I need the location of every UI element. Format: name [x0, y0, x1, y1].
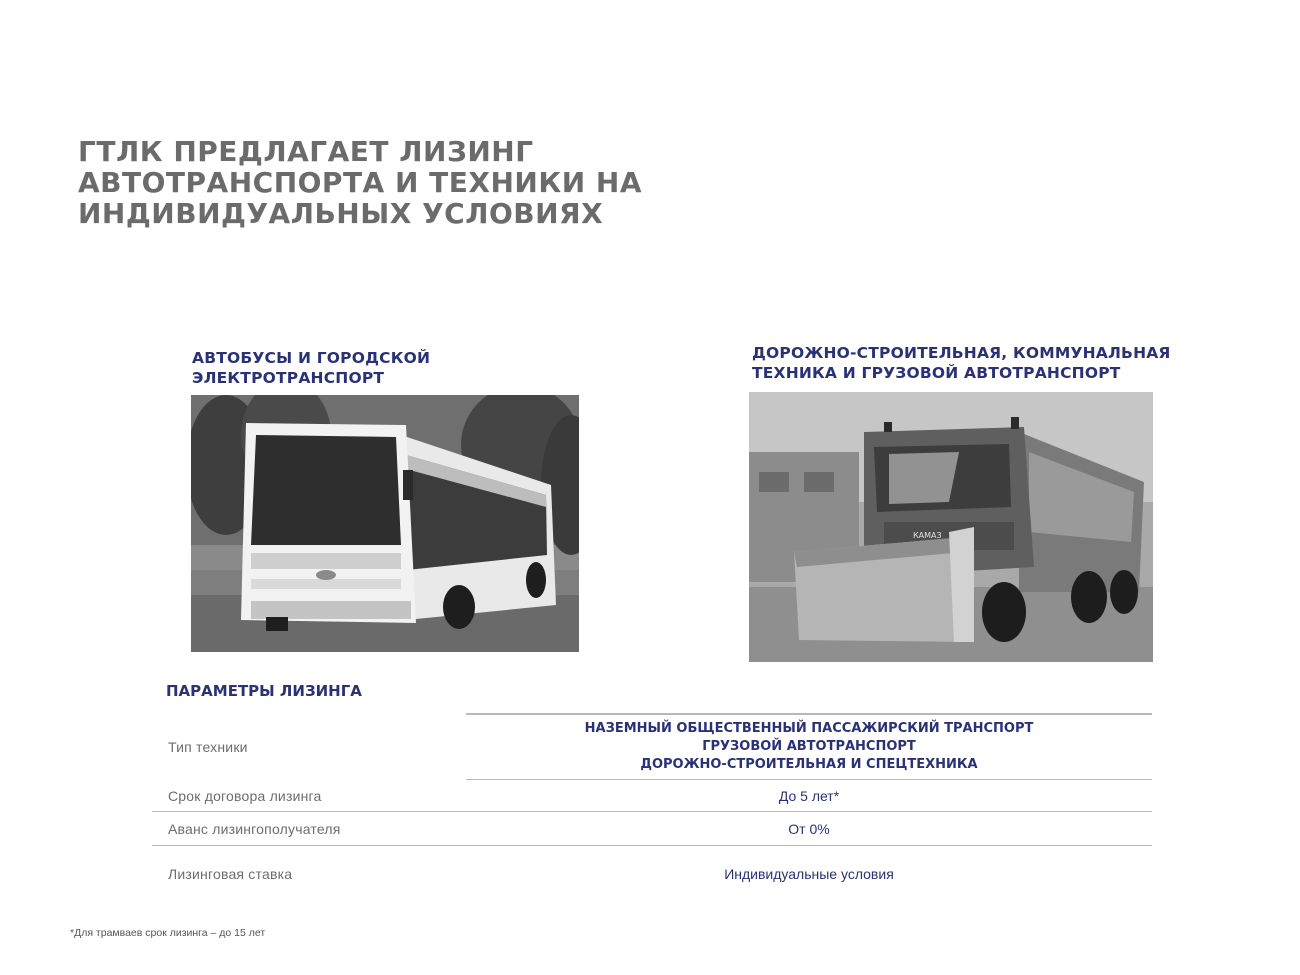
- advance-value: От 0%: [788, 820, 830, 837]
- page-title-line-2: АВТОТРАНСПОРТА И ТЕХНИКИ НА: [78, 166, 642, 199]
- equipment-type-line-1: НАЗЕМНЫЙ ОБЩЕСТВЕННЫЙ ПАССАЖИРСКИЙ ТРАНСПОРТ: [584, 721, 1034, 736]
- kamaz-truck-photo: [749, 392, 1153, 662]
- rate-label: Лизинговая ставка: [168, 866, 293, 882]
- contract-term-value: До 5 лет*: [778, 787, 840, 804]
- truck-heading-line-1: ДОРОЖНО-СТРОИТЕЛЬНАЯ, КОММУНАЛЬНАЯ: [752, 344, 1171, 362]
- truck-brand-text: КАМАЗ: [913, 531, 942, 540]
- advance-label: Аванс лизингополучателя: [168, 820, 341, 837]
- table-row-contract-term: [152, 780, 1152, 812]
- equipment-type-line-3: ДОРОЖНО-СТРОИТЕЛЬНАЯ И СПЕЦТЕХНИКА: [640, 757, 978, 772]
- footnote: *Для трамваев срок лизинга – до 15 лет: [70, 927, 266, 939]
- bus-section-heading: [192, 348, 430, 388]
- equipment-type-value: [466, 720, 1152, 774]
- lease-params-title: ПАРАМЕТРЫ ЛИЗИНГА: [166, 682, 362, 700]
- table-row-advance: [152, 812, 1152, 846]
- lease-params-table: [152, 713, 1152, 902]
- page-title: [78, 136, 718, 229]
- electric-bus-photo: [191, 395, 579, 652]
- page-title-line-1: ГТЛК ПРЕДЛАГАЕТ ЛИЗИНГ: [78, 135, 534, 168]
- table-row-rate: [152, 846, 1152, 902]
- rate-value: Индивидуальные условия: [724, 866, 894, 882]
- equipment-type-label: Тип техники: [168, 739, 248, 755]
- contract-term-label: Срок договора лизинга: [168, 787, 322, 804]
- bus-heading-line-2: ЭЛЕКТРОТРАНСПОРТ: [192, 369, 385, 387]
- truck-section-heading: [752, 343, 1171, 383]
- equipment-type-line-2: ГРУЗОВОЙ АВТОТРАНСПОРТ: [702, 739, 916, 754]
- page-title-line-3: ИНДИВИДУАЛЬНЫХ УСЛОВИЯХ: [78, 197, 604, 230]
- bus-heading-line-1: АВТОБУСЫ И ГОРОДСКОЙ: [192, 349, 431, 367]
- table-row-equipment-type: [168, 713, 1152, 780]
- truck-heading-line-2: ТЕХНИКА И ГРУЗОВОЙ АВТОТРАНСПОРТ: [752, 364, 1121, 382]
